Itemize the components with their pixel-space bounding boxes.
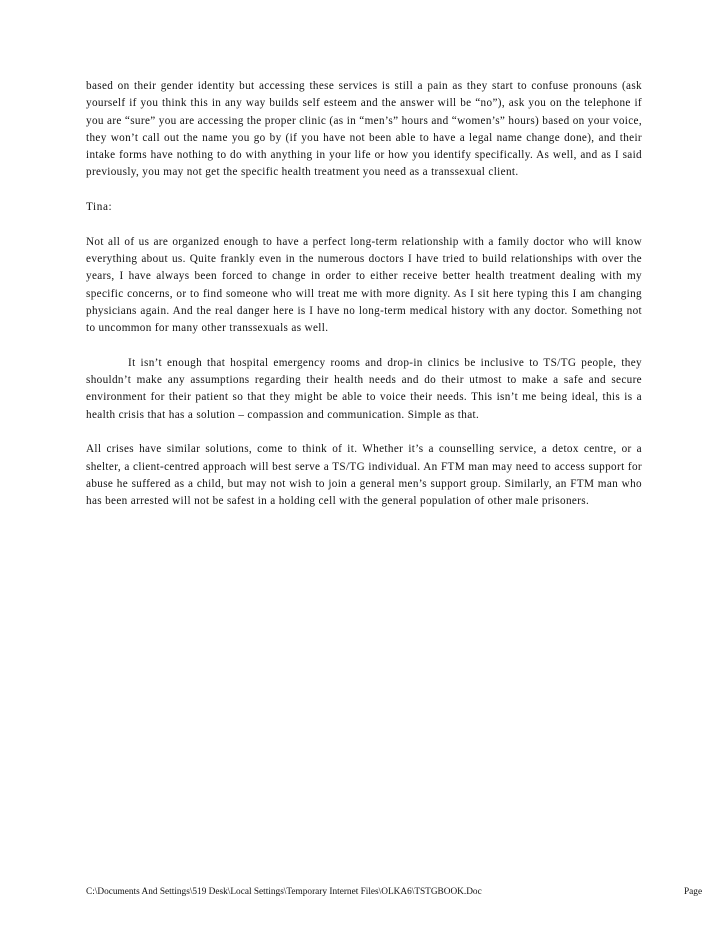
paragraph-emergency-rooms: It isn’t enough that hospital emergency rooms and drop-in clinics be inclusive to TS/TG people, they shouldn’t make any assumptions regarding their health needs and do their utmost to make a safe and secure environment for their patient so that they might be able to voice their needs. This isn’t me being ideal, this is a health crisis that has a solution – compassion and communication. Simple as that. xyxy=(86,356,642,421)
footer-file-path: C:\Documents And Settings\519 Desk\Local Settings\Temporary Internet Files\OLKA6\TSTGBOOK.Doc xyxy=(86,887,482,897)
document-body xyxy=(86,78,642,528)
paragraph-crisis-solutions: All crises have similar solutions, come to think of it. Whether it’s a counselling service, a detox centre, or a shelter, a client-centred approach will best serve a TS/TG individual. An FTM man may need to access support for abuse he suffered as a child, but may not wish to join a general men’s support group. Similarly, an FTM man who has been arrested will not be safest in a holding cell with the general population of other male prisoners. xyxy=(86,443,642,508)
paragraph-clinic-services: based on their gender identity but accessing these services is still a pain as they start to confuse pronouns (ask yourself if you think this in any way builds self esteem and the answer will be “no”), ask you on the telephone if you are “sure” you are accessing the proper clinic (as in “men’s” hours and “women’s” hours) based on your voice, they won’t call out the name you go by (if you have not been able to have a legal name change done), and their intake forms have nothing to do with anything in your life or how you identify specifically. As well, and as I said previously, you may not get the specific health treatment you need as a transsexual client. xyxy=(86,80,642,179)
paragraph-family-doctor: Not all of us are organized enough to have a perfect long-term relationship with a family doctor who will know everything about us. Quite frankly even in the numerous doctors I have tried to build relationships with over the years, I have always been forced to change in order to either receive better health treatment dealing with my specific concerns, or to find someone who will treat me with more dignity. As I sit here typing this I am changing physicians again. And the real danger here is I have no long-term medical history with any doctor. Something not to uncommon for many other transsexuals as well. xyxy=(86,235,642,335)
footer-page-label: Page xyxy=(684,887,703,897)
speaker-label: Tina: xyxy=(86,201,113,214)
